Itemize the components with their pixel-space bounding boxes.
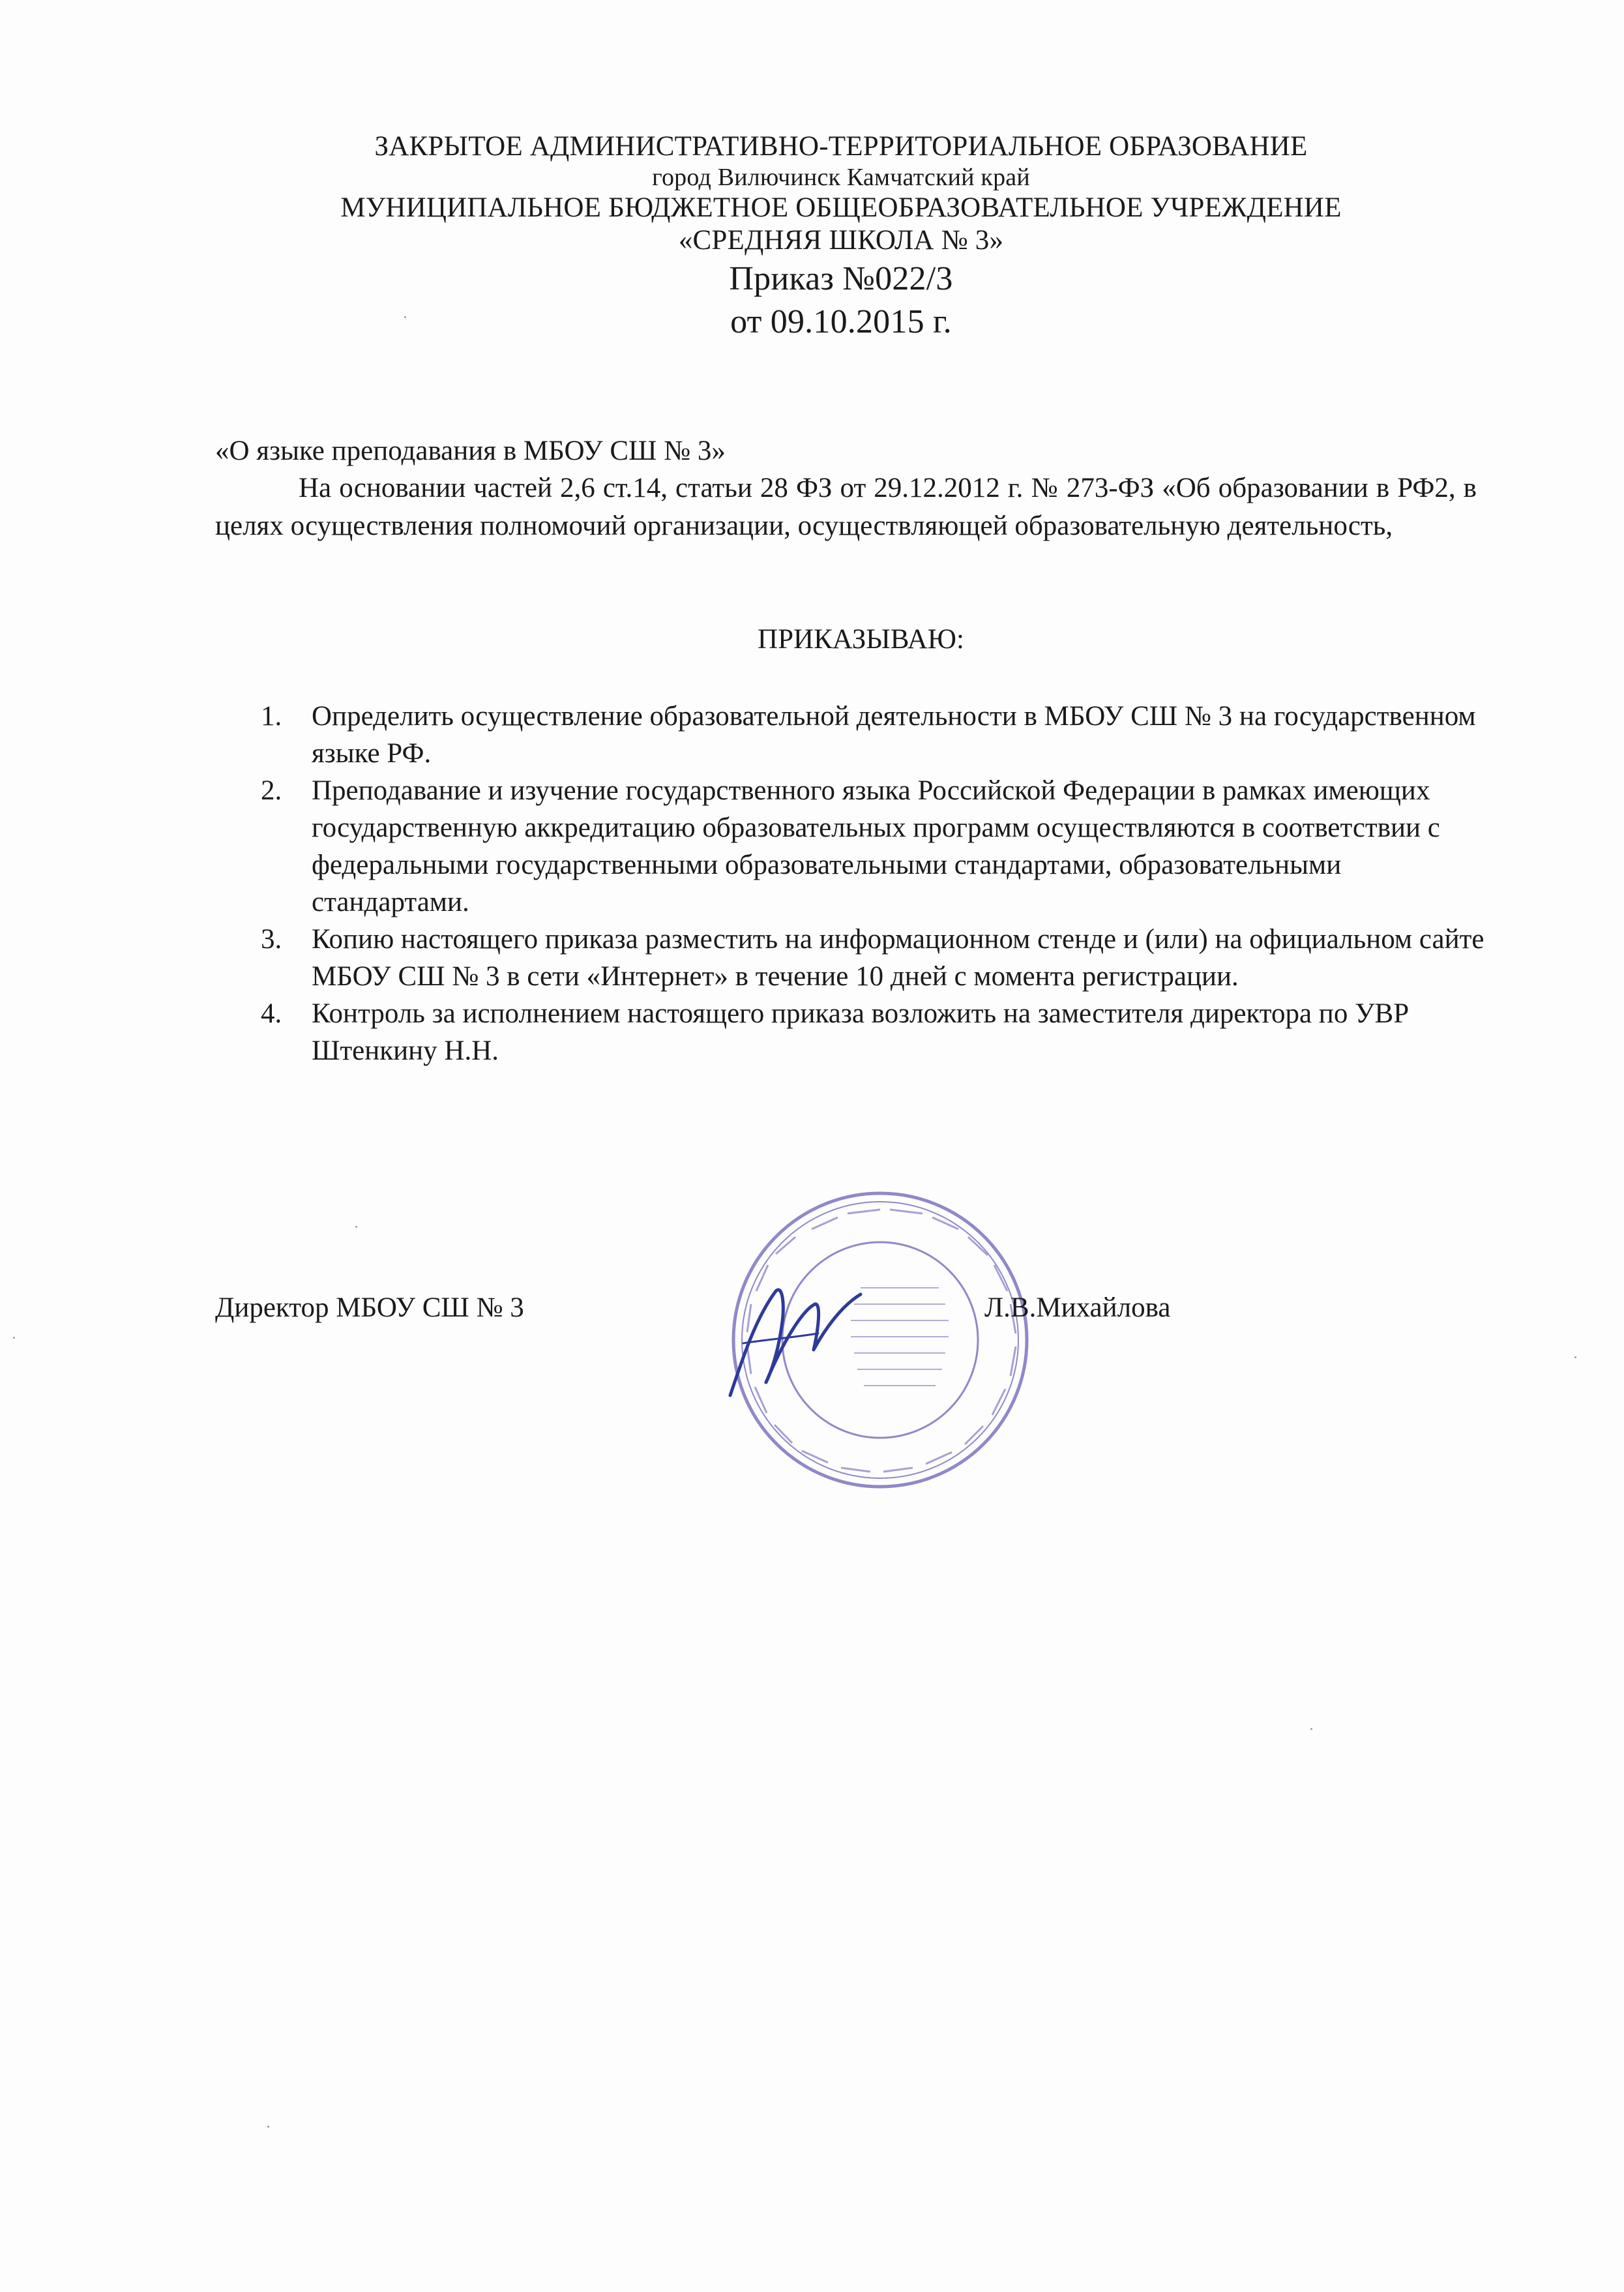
order-subject: «О языке преподавания в МБОУ СШ № 3»: [215, 436, 726, 466]
order-items-list: [261, 698, 1486, 1069]
header-institution-type: МУНИЦИПАЛЬНОЕ БЮДЖЕТНОЕ ОБЩЕОБРАЗОВАТЕЛЬНОЕ УЧРЕЖДЕНИЕ: [340, 192, 1342, 223]
scan-speck: [404, 316, 406, 318]
scan-speck: [267, 2126, 269, 2128]
order-item-number: 1.: [261, 701, 282, 732]
scan-speck: [1574, 1356, 1576, 1358]
scan-speck: [13, 1337, 15, 1339]
header-city: город Вилючинск Камчатский край: [652, 164, 1030, 191]
scan-speck: [1310, 1728, 1312, 1730]
order-basis-paragraph: На основании частей 2,6 ст.14, статьи 28 ФЗ от 29.12.2012 г. № 273-ФЗ «Об образовании в РФ2, в целях осуществления полномочий организации, осуществляющей образовательную деятельность,: [215, 473, 1477, 541]
order-item-number: 2.: [261, 775, 282, 806]
order-item: [261, 995, 1486, 1069]
order-item-text: Копию настоящего приказа разместить на информационном стенде и (или) на официальном сайте МБОУ СШ № 3 в сети «Интернет» в течение 10 дней с момента регистрации.: [312, 924, 1484, 992]
order-item: [261, 921, 1486, 995]
order-item: [261, 698, 1486, 772]
order-item: [261, 772, 1486, 921]
header-school-name: «СРЕДНЯЯ ШКОЛА № 3»: [678, 225, 1004, 256]
order-item-text: Определить осуществление образовательной деятельности в МБОУ СШ № 3 на государственном языке РФ.: [312, 701, 1476, 769]
scan-speck: [355, 1226, 357, 1228]
order-item-text: Преподавание и изучение государственного языка Российской Федерации в рамках имеющих государственную аккредитацию образовательных программ осуществляются в соответствии с федеральными государственными образовательными стандартами, образовательными стандартами.: [312, 775, 1440, 917]
header-territory: ЗАКРЫТОЕ АДМИНИСТРАТИВНО-ТЕРРИТОРИАЛЬНОЕ ОБРАЗОВАНИЕ: [374, 131, 1308, 162]
order-number: Приказ №022/3: [729, 260, 953, 297]
signatory-position: Директор МБОУ СШ № 3: [215, 1292, 524, 1323]
order-item-text: Контроль за исполнением настоящего приказа возложить на заместителя директора по УВР Штенкину Н.Н.: [312, 998, 1410, 1066]
order-item-number: 3.: [261, 924, 282, 955]
order-item-number: 4.: [261, 998, 282, 1029]
signatory-name: Л.В.Михайлова: [984, 1292, 1171, 1323]
decree-heading: ПРИКАЗЫВАЮ:: [758, 624, 964, 655]
director-signature: [704, 1265, 874, 1415]
order-date: от 09.10.2015 г.: [730, 303, 952, 340]
document-header: [196, 130, 1486, 343]
